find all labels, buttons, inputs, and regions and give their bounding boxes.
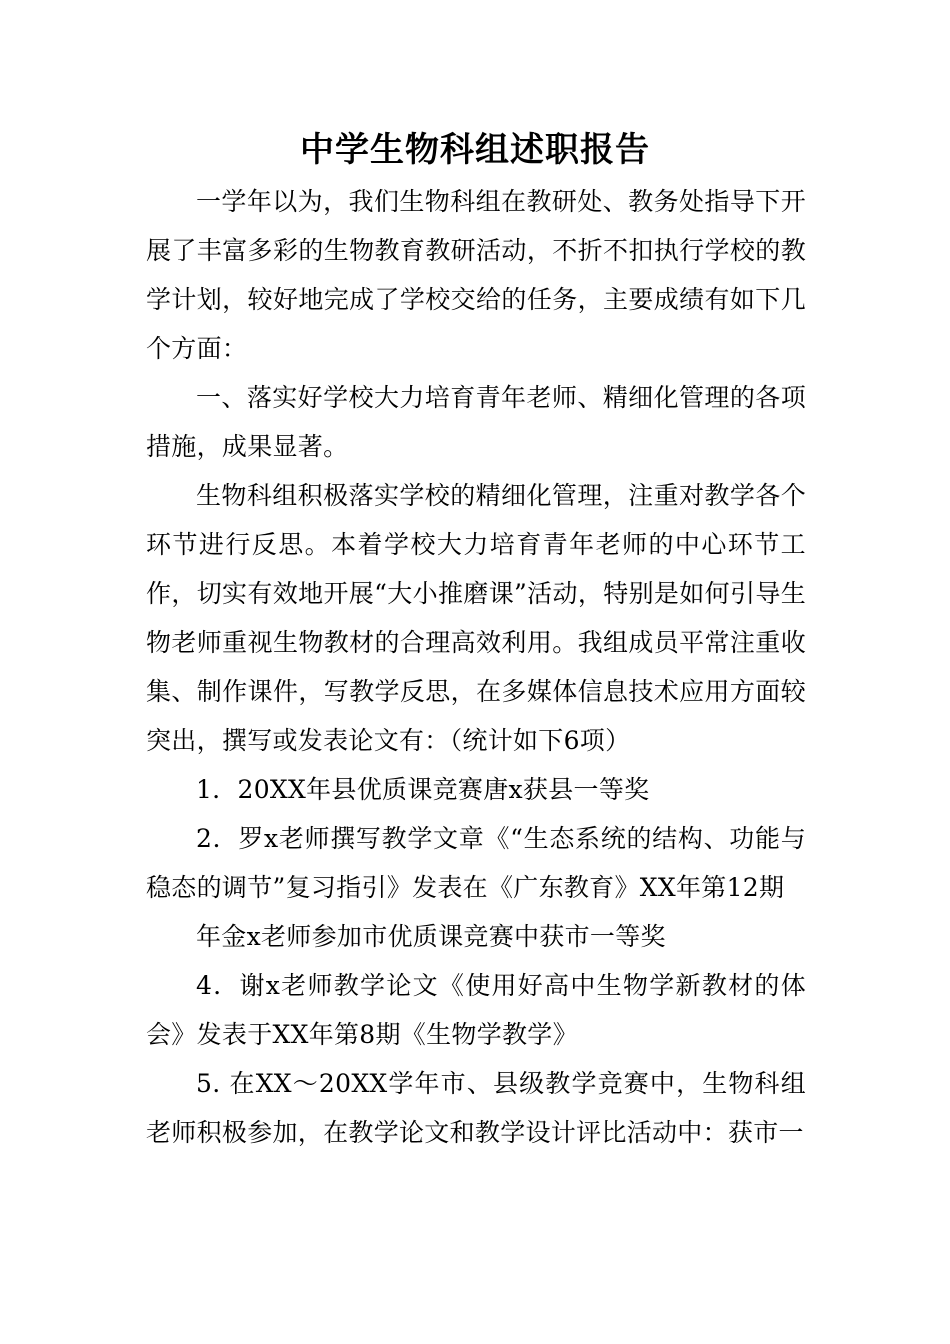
list-item: 4．谢x老师教学论文《使用好高中生物学新教材的体会》发表于XX年第8期《生物学教学》 [146,971,806,1049]
paragraph-section-one-heading: 一、落实好学校大力培育青年老师、精细化管理的各项措施，成果显著。 [146,383,806,461]
list-item: 1．20XX年县优质课竞赛唐x获县一等奖 [196,775,650,804]
list-item: 5. 在XX～20XX学年市、县级教学竞赛中，生物科组老师积极参加，在教学论文和教学设计评比活动中：获市一 [146,1069,806,1147]
document-title: 中学生物科组述职报告 [300,130,650,170]
list-item: 2．罗x老师撰写教学文章《“生态系统的结构、功能与稳态的调节”复习指引》发表在《广东教育》XX年第12期 [146,824,806,902]
paragraph-intro: 一学年以为，我们生物科组在教研处、教务处指导下开展了丰富多彩的生物教育教研活动，不折不扣执行学校的教学计划，较好地完成了学校交给的任务，主要成绩有如下几个方面： [146,187,806,363]
document-body [146,177,806,1157]
list-item: 年金x老师参加市优质课竞赛中获市一等奖 [196,922,666,951]
paragraph-section-one-body: 生物科组积极落实学校的精细化管理，注重对教学各个环节进行反思。本着学校大力培育青年老师的中心环节工作，切实有效地开展“大小推磨课”活动，特别是如何引导生物老师重视生物教材的合理高效利用。我组成员平常注重收集、制作课件，写教学反思，在多媒体信息技术应用方面较突出，撰写或发表论文有：（统计如下6项） [146,481,806,755]
